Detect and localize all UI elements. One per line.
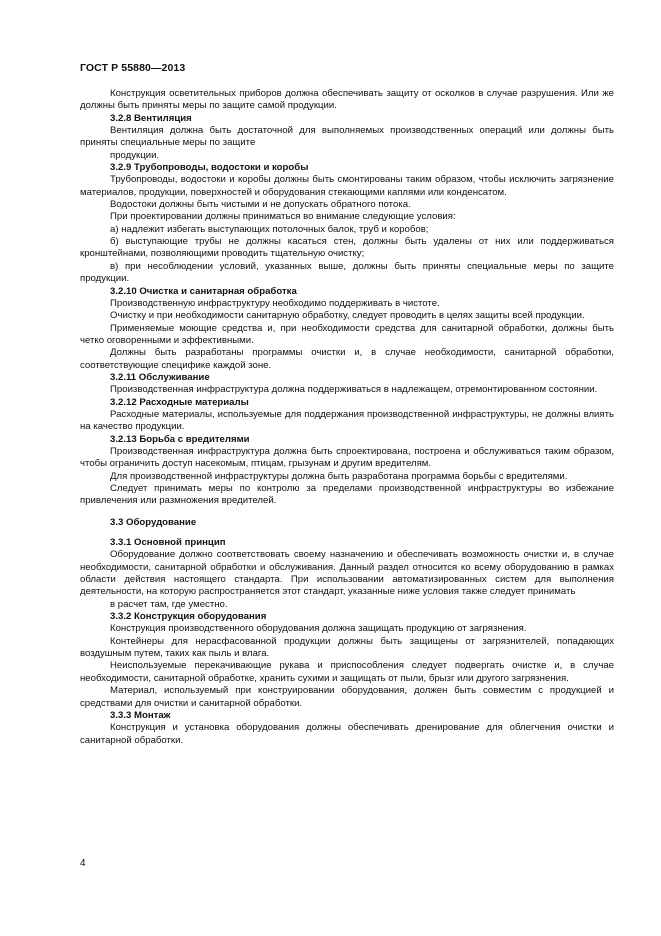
- list-item: в) при несоблюдении условий, указанных выше, должны быть приняты специальные меры по защите продукции.: [80, 260, 614, 285]
- section-heading: 3.2.10 Очистка и санитарная обработка: [110, 285, 297, 297]
- paragraph: Оборудование должно соответствовать своему назначению и обеспечивать возможность очистки и, в случае необходимости, санитарной обработки и обслуживания. Данный раздел относится ко всему оборудованию в рамках области действия настоящего стандарта. При использовании автоматизированных систем для выполнения деятельности, на которую распространяется этот стандарт, указанные ниже условия также следует принимать: [80, 549, 614, 598]
- paragraph: Следует принимать меры по контролю за пределами производственной инфраструктуры во избежание привлечения или размножения вредителей.: [80, 483, 614, 507]
- section-heading: 3.3.2 Конструкция оборудования: [110, 611, 267, 623]
- section-heading: 3.2.11 Обслуживание: [110, 371, 210, 383]
- paragraph: Трубопроводы, водостоки и коробы должны быть смонтированы таким образом, чтобы исключить загрязнение материалов, продукции, поверхностей и оборудования стекающими каплями или конденсатом.: [80, 174, 614, 198]
- section-heading: 3.3.1 Основной принцип: [110, 537, 226, 549]
- section-title: 3.3 Оборудование: [110, 516, 197, 528]
- paragraph: Конструкция осветительных приборов должна обеспечивать защиту от осколков в случае разрушения. Или же должны быть приняты меры по защите самой продукции.: [80, 88, 614, 112]
- section-heading: 3.2.8 Вентиляция: [110, 112, 192, 124]
- paragraph: Производственная инфраструктура должна быть спроектирована, построена и обслуживаться таким образом, чтобы ограничить доступ насекомым, птицам, грызунам и другим вредителям.: [80, 445, 614, 470]
- paragraph: Материал, используемый при конструировании оборудования, должен быть совместим с продукцией и средствами для очистки и санитарной обработки.: [80, 685, 614, 709]
- paragraph: Производственная инфраструктура должна поддерживаться в надлежащем, отремонтированном состоянии.: [110, 384, 598, 396]
- paragraph: в расчет там, где уместно.: [110, 598, 228, 610]
- paragraph: Контейнеры для нерасфасованной продукции должны быть защищены от загрязнителей, попадающих воздушным путем, таких как пыль и влага.: [80, 635, 614, 660]
- paragraph: Очистку и при необходимости санитарную обработку, следует проводить в целях защиты всей продукции.: [110, 310, 585, 322]
- paragraph: Водостоки должны быть чистыми и не допускать обратного потока.: [110, 199, 411, 211]
- paragraph: Производственную инфраструктуру необходимо поддерживать в чистоте.: [110, 297, 440, 309]
- list-item: б) выступающие трубы не должны касаться стен, должны быть удалены от них или поддерживаться кронштейнами, позволяющими проводить тщательную очистку;: [80, 236, 614, 260]
- document-header: ГОСТ Р 55880—2013: [80, 62, 186, 74]
- paragraph: Должны быть разработаны программы очистки и, в случае необходимости, санитарной обработки, соответствующие специфике каждой зоне.: [80, 347, 614, 371]
- paragraph: Расходные материалы, используемые для поддержания производственной инфраструктуры, не должны влиять на качество продукции.: [80, 408, 614, 433]
- paragraph: Применяемые моющие средства и, при необходимости средства для санитарной обработки, должны быть четко оговоренными и эффективными.: [80, 322, 614, 346]
- list-item: а) надлежит избегать выступающих потолочных балок, труб и коробов;: [110, 223, 429, 235]
- paragraph: Неиспользуемые перекачивающие рукава и приспособления следует подвергать очистке и, в случае необходимости, санитарной обработке, хранить сухими и защищать от пыли, брызг или другого загрязнения.: [80, 660, 614, 684]
- paragraph: продукции.: [110, 149, 160, 161]
- section-heading: 3.2.13 Борьба с вредителями: [110, 433, 250, 445]
- paragraph: Конструкция и установка оборудования должны обеспечивать дренирование для облегчения очистки и санитарной обработки.: [80, 722, 614, 746]
- section-heading: 3.2.9 Трубопроводы, водостоки и коробы: [110, 162, 309, 174]
- paragraph: Вентиляция должна быть достаточной для выполняемых производственных операций или должны быть приняты специальные меры по защите: [80, 125, 614, 149]
- page-body: [80, 88, 614, 747]
- section-heading: 3.3.3 Монтаж: [110, 709, 171, 721]
- paragraph: Для производственной инфраструктуры должна быть разработана программа борьбы с вредителями.: [110, 470, 568, 482]
- page-number: 4: [80, 858, 86, 869]
- section-heading: 3.2.12 Расходные материалы: [110, 396, 249, 408]
- paragraph: Конструкция производственного оборудования должна защищать продукцию от загрязнения.: [110, 623, 527, 635]
- paragraph: При проектировании должны приниматься во внимание следующие условия:: [110, 211, 456, 223]
